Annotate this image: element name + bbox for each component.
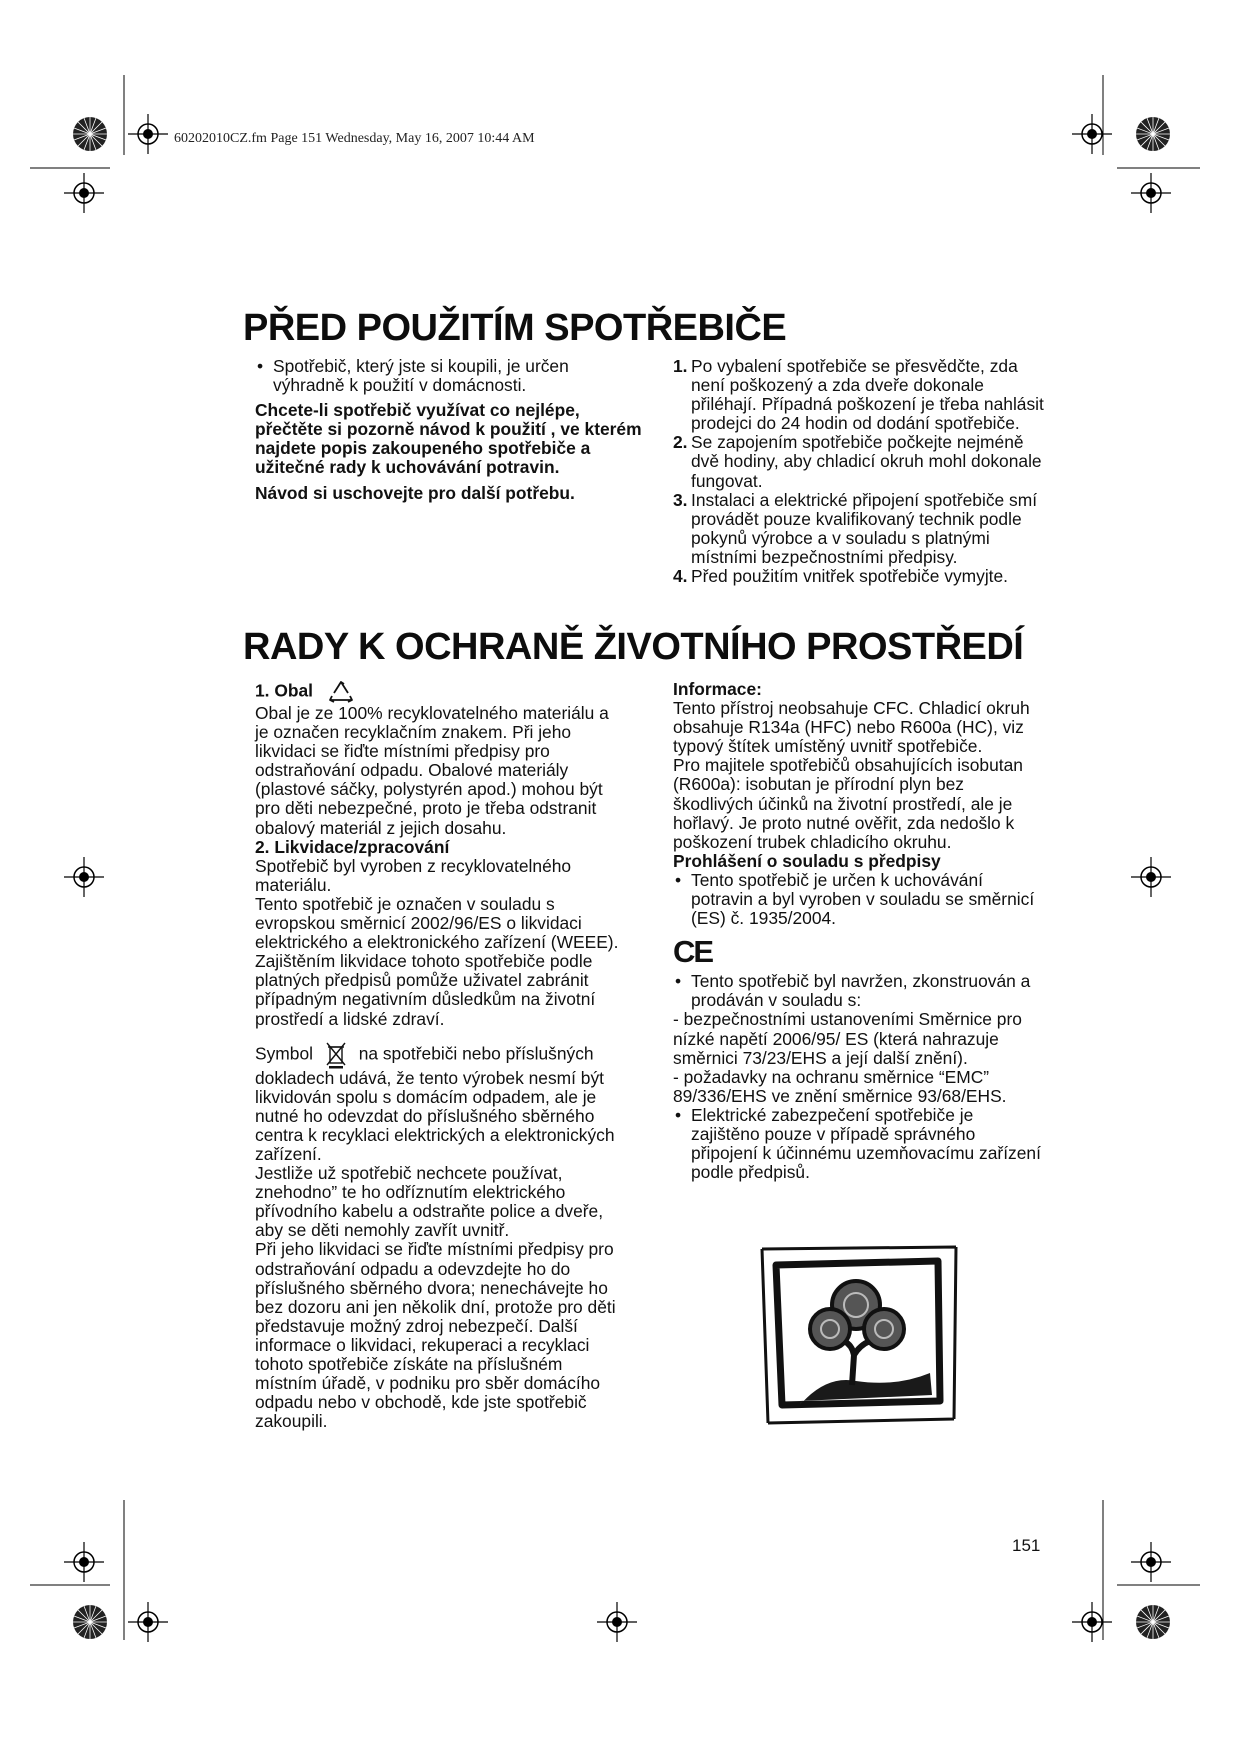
header-file-info: 60202010CZ.fm Page 151 Wednesday, May 16, 2007 10:44 AM xyxy=(174,131,535,146)
keep-instructions-text: Návod si uschovejte pro další potřebu. xyxy=(255,482,575,503)
list-item: 3. Instalaci a elektrické připojení spotřebiče smí provádět pouze kvalifikovaný technik podle pokynů výrobce a v souladu s platnými místními bezpečnostními předpisy. xyxy=(673,489,1038,567)
disposal-heading: 2. Likvidace/zpracování xyxy=(255,836,450,857)
disposal-paragraph-2: Tento spotřebič je označen v souladu s evropskou směrnicí 2002/96/ES o likvidaci elektrického a elektronického zařízení (WEEE). xyxy=(255,893,619,953)
recycle-icon xyxy=(326,680,356,704)
section2-left-column xyxy=(255,680,625,1431)
directive-line-2: - požadavky na ochranu směrnice “EMC” 89/336/EHS ve znění směrnice 93/68/EHS. xyxy=(673,1066,1007,1106)
section2-right-column xyxy=(673,680,1045,1182)
information-paragraph-2: Pro majitele spotřebičů obsahujících isobutan (R600a): isobutan je přírodní plyn bez škodlivých účinků na životní prostředí, ale je hořlavý. Je proto nutné ověřit, zda nedošlo k poškození trubek chladicího okruhu. xyxy=(673,755,1023,852)
read-instructions-text: Chcete-li spotřebič využívat co nejlépe, přečtěte si pozorně návod k použití , ve kterém najdete popis zakoupeného spotřebiče a užitečné rady k uchovávání potravin. xyxy=(255,400,642,478)
environment-tree-logo xyxy=(756,1245,960,1425)
ce-mark: CE xyxy=(673,933,713,969)
list-item: 4. Před použitím vnitřek spotřebiče vymyjte. xyxy=(673,566,1009,587)
disposal-paragraph-4: Jestliže už spotřebič nechcete používat, znehodno” te ho odříznutím elektrického přívodního kabelu a odstraňte police a dveře, aby se děti nemohly zavřít uvnitř. xyxy=(255,1163,604,1241)
page-number: 151 xyxy=(1012,1536,1041,1555)
list-item: 1. Po vybalení spotřebiče se přesvědčte, zda není poškozený a zda dveře dokonale přiléhají. Případná poškození je třeba nahlásit prodejci do 24 hodin od dodání spotřebiče. xyxy=(673,356,1044,434)
weee-paragraph: Symbol na spotřebiči nebo příslušných dokladech udává, že tento výrobek nesmí být likvidován spolu s domácím odpadem, ale je nutné ho odevzdat do příslušného sběrného centra k recyklaci elektrických a elektronických zařízení. xyxy=(255,1041,625,1164)
packaging-paragraph: Obal je ze 100% recyklovatelného materiálu a je označen recyklačním znakem. Při jeho likvidaci se řiďte místními předpisy pro odstraňování odpadu. Obalové materiály (plastové sáčky, polystyrén apod.) mohou být pro děti nebezpečné, proto je třeba odstranit obalový materiál z jejich dosahu. xyxy=(255,703,609,838)
information-heading: Informace: xyxy=(673,679,762,699)
packaging-heading: 1. Obal xyxy=(255,680,625,704)
section1-right-column xyxy=(673,357,1045,586)
compliance-heading: Prohlášení o souladu s předpisy xyxy=(673,850,941,871)
disposal-paragraph-3: Zajištěním likvidace tohoto spotřebiče podle platných předpisů pomůže uživatel zabránit případným negativním důsledkům na životní prostředí a lidské zdraví. xyxy=(255,951,596,1029)
disposal-paragraph-1: Spotřebič byl vyroben z recyklovatelného materiálu. xyxy=(255,855,572,895)
compliance-bullet-3: • Elektrické zabezpečení spotřebiče je zajištěno pouze v případě správného připojení k účinnému uzemňovacímu zařízení podle předpisů. xyxy=(673,1106,1045,1182)
information-paragraph-1: Tento přístroj neobsahuje CFC. Chladicí okruh obsahuje R134a (HFC) nebo R600a (HC), viz typový štítek umístěný uvnitř spotřebiče. xyxy=(673,698,1030,757)
section-title-environment: RADY K OCHRANĚ ŽIVOTNÍHO PROSTŘEDÍ xyxy=(243,626,1024,668)
directive-line-1: - bezpečnostními ustanoveními Směrnice pro nízké napětí 2006/95/ ES (která nahrazuje směrnici 73/23/EHS a její další znění). xyxy=(673,1009,1022,1068)
compliance-bullet-2: • Tento spotřebič byl navržen, zkonstruován a prodáván v souladu s: xyxy=(673,972,1045,1010)
section-title-before-use: PŘED POUŽITÍM SPOTŘEBIČE xyxy=(243,307,787,349)
compliance-bullet-1: • Tento spotřebič je určen k uchovávání potravin a byl vyroben v souladu se směrnicí (ES) č. 1935/2004. xyxy=(673,871,1045,928)
domestic-use-bullet: • Spotřebič, který jste si koupili, je určen výhradně k použití v domácnosti. xyxy=(255,357,645,395)
list-item: 2. Se zapojením spotřebiče počkejte nejméně dvě hodiny, aby chladicí okruh mohl dokonale fungovat. xyxy=(673,432,1042,491)
disposal-paragraph-5: Při jeho likvidaci se řiďte místními předpisy pro odstraňování odpadu a odevzdejte ho do příslušného sběrného dvora; nenechávejte ho bez dozoru ani jen několik dní, protože pro děti představuje možný zdroj nebezpečí. Další informace o likvidaci, rekuperaci a recyklaci tohoto spotřebiče získáte na příslušném místním úřadě, v podniku pro sběr domácího odpadu nebo v obchodě, kde jste spotřebič zakoupili. xyxy=(255,1239,616,1432)
section1-left-column xyxy=(255,357,645,503)
weee-bin-icon xyxy=(324,1041,348,1069)
